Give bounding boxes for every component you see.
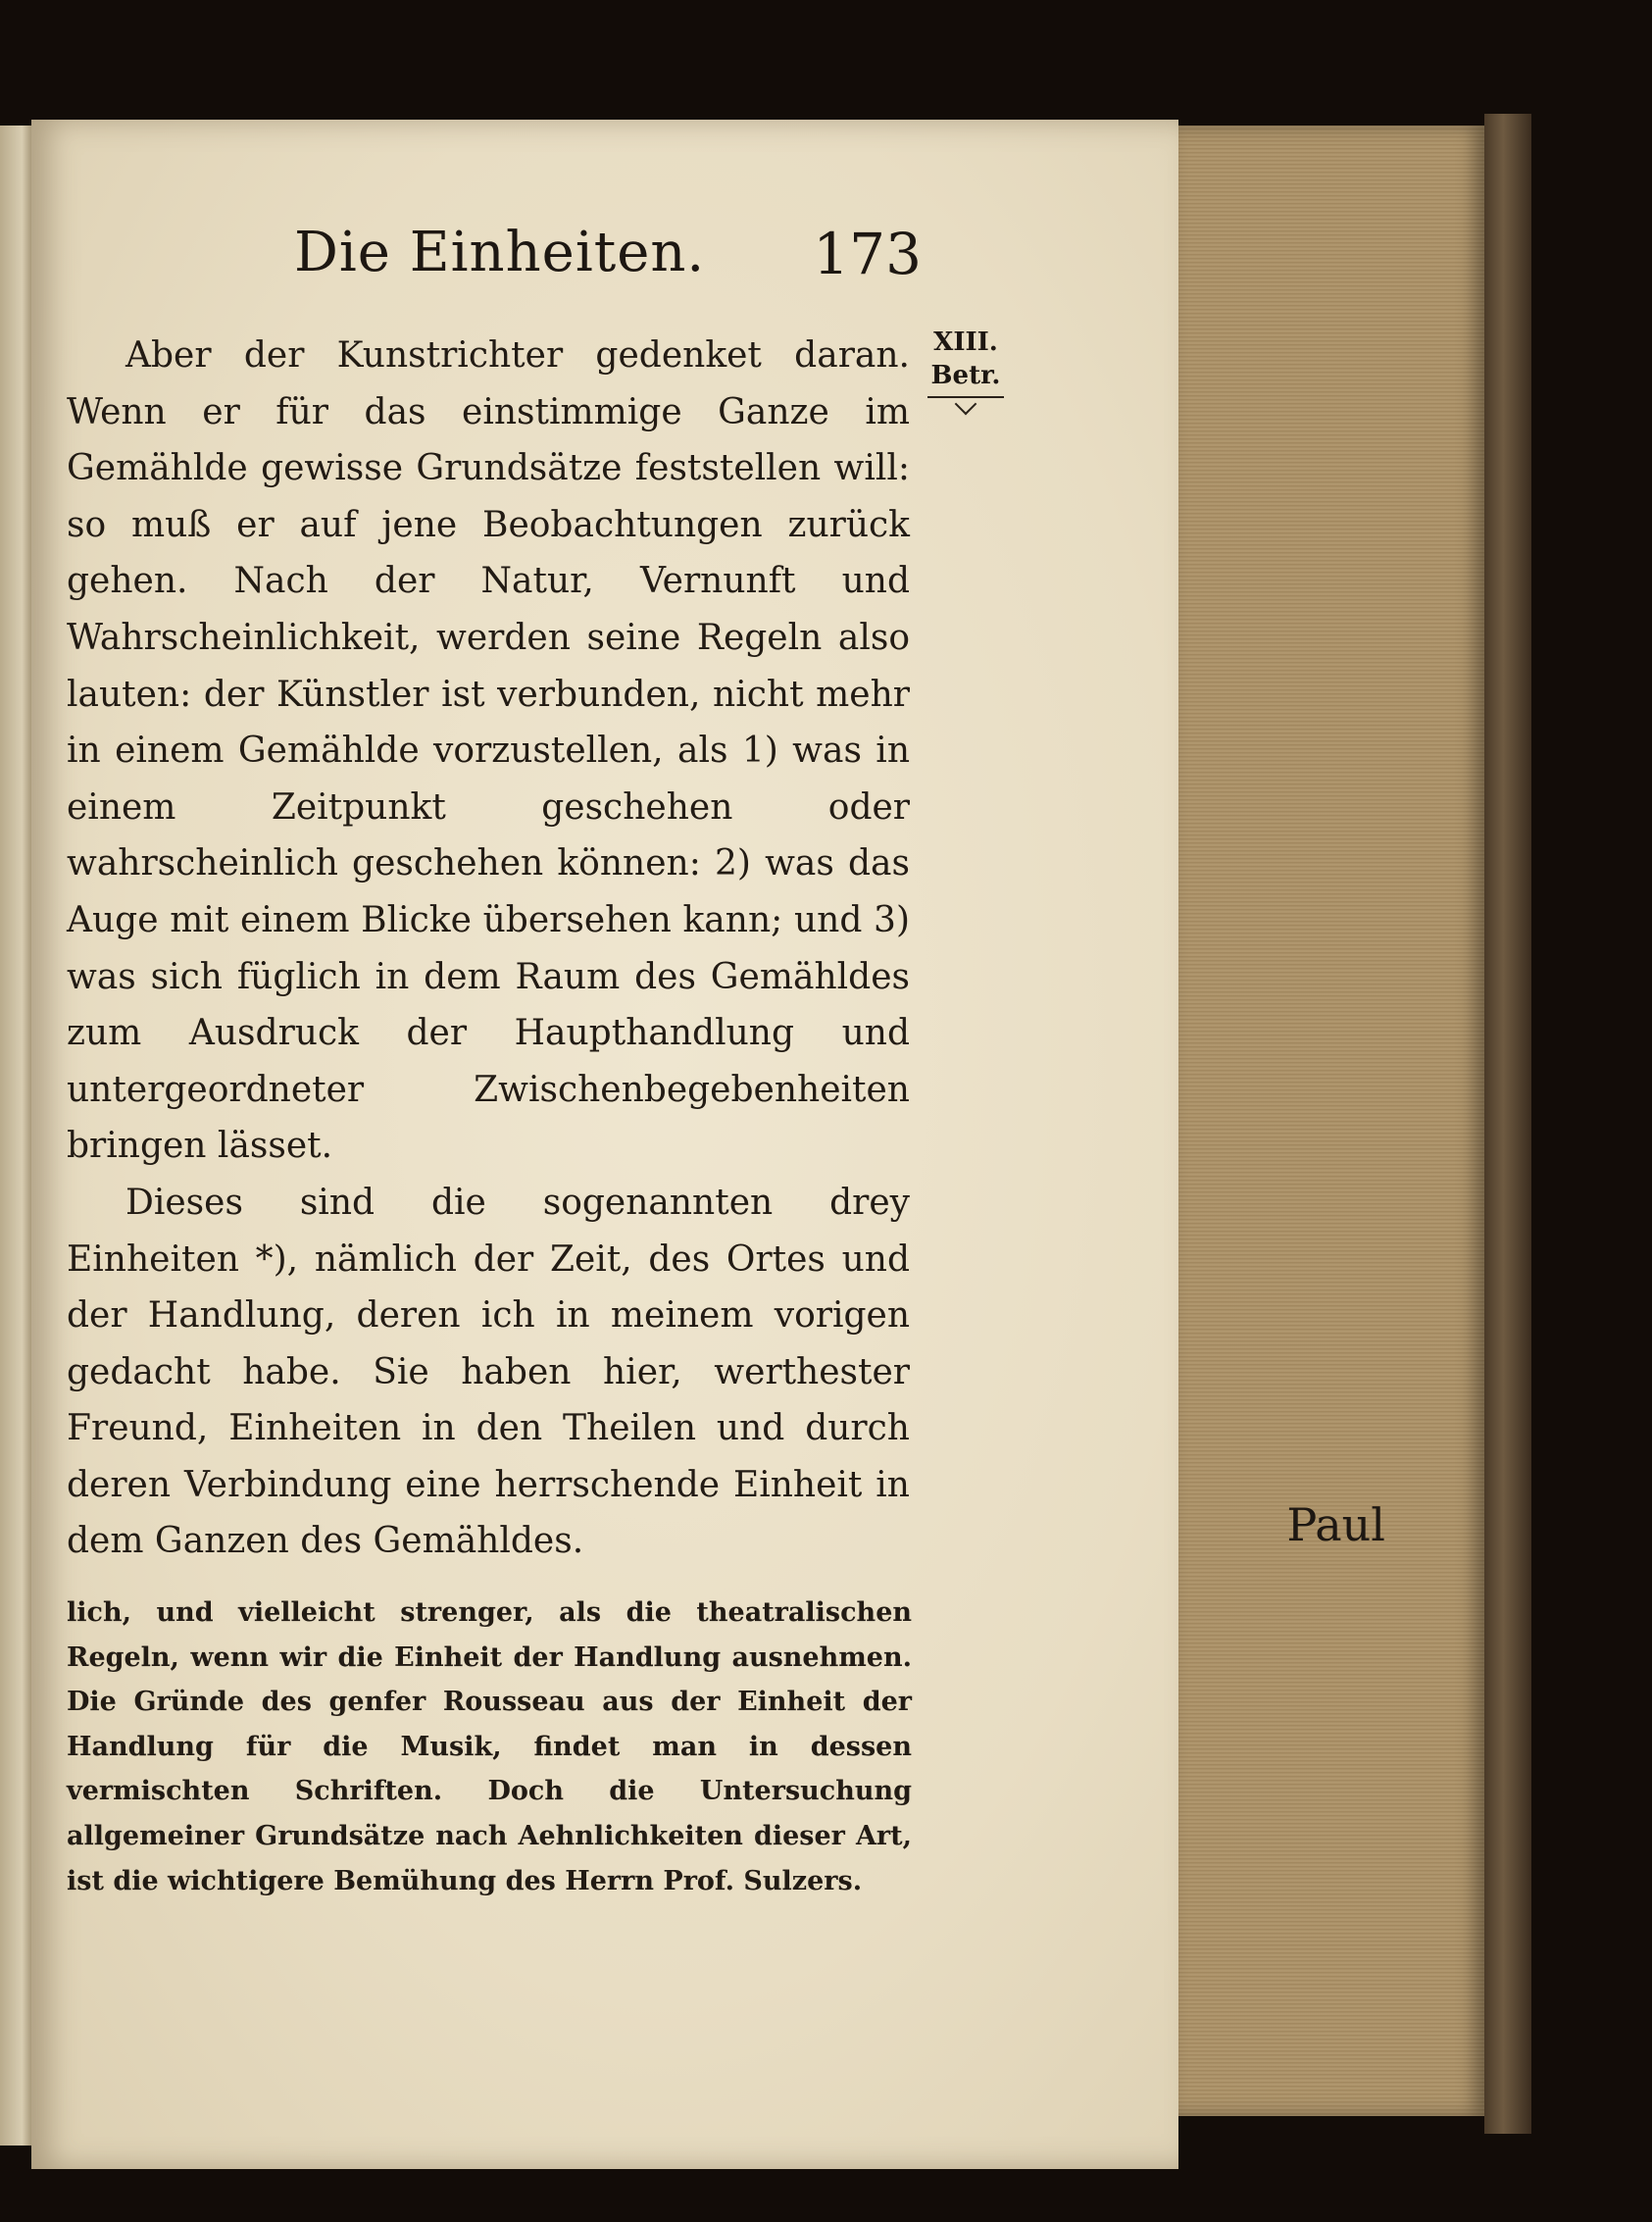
main-text bbox=[67, 328, 910, 1570]
footnote bbox=[67, 1591, 912, 1903]
footnote-text: lich, und vielleicht strenger, als die theatralischen Regeln, wenn wir die Einheit der Handlung ausnehmen. Die Gründe des genfer Rousseau aus der Einheit der Handlung für die Musik, findet man in dessen vermischten Schriften. Doch die Untersuchung allgemeiner Grundsätze nach Aehnlichkeiten dieser Art, ist die wichtigere Bemühung des Herrn Prof. Sulzers. bbox=[67, 1597, 912, 1896]
paragraph: Aber der Kunstrichter gedenket daran. Wenn er für das einstimmige Ganze im Gemählde gewisse Grundsätze feststellen will: so muß er auf jene Beobachtungen zurück gehen. Nach der Natur, Vernunft und Wahrscheinlichkeit, werden seine Regeln also lauten: der Künstler ist verbunden, nicht mehr in einem Gemählde vorzustellen, als 1) was in einem Zeitpunkt geschehen oder wahrscheinlich geschehen können: 2) was das Auge mit einem Blicke übersehen kann; und 3) was sich füglich in dem Raum des Gemähldes zum Ausdruck der Haupthandlung und untergeordneter Zwischenbegebenheiten bringen lässet. bbox=[67, 335, 910, 1167]
page-number: 173 bbox=[813, 221, 922, 287]
brace-mark bbox=[927, 396, 1004, 416]
marginal-note-line2: Betr. bbox=[930, 361, 1001, 390]
running-title: Die Einheiten. bbox=[294, 221, 706, 284]
facing-page-edge bbox=[0, 126, 31, 2146]
catchword: Paul bbox=[1286, 1498, 1385, 1551]
book-cover-edge bbox=[1484, 114, 1531, 2134]
marginal-note bbox=[922, 326, 1010, 416]
book-fore-edge bbox=[1178, 126, 1484, 2116]
paragraph: Dieses sind die sogenannten drey Einheiten *), nämlich der Zeit, des Ortes und der Handlung, deren ich in meinem vorigen gedacht habe. Sie haben hier, werthester Freund, Einheiten in den Theilen und durch deren Verbindung eine herrschende Einheit in dem Ganzen des Gemähldes. bbox=[67, 1182, 910, 1562]
marginal-note-line1: XIII. bbox=[933, 328, 998, 357]
page-header bbox=[294, 221, 922, 309]
